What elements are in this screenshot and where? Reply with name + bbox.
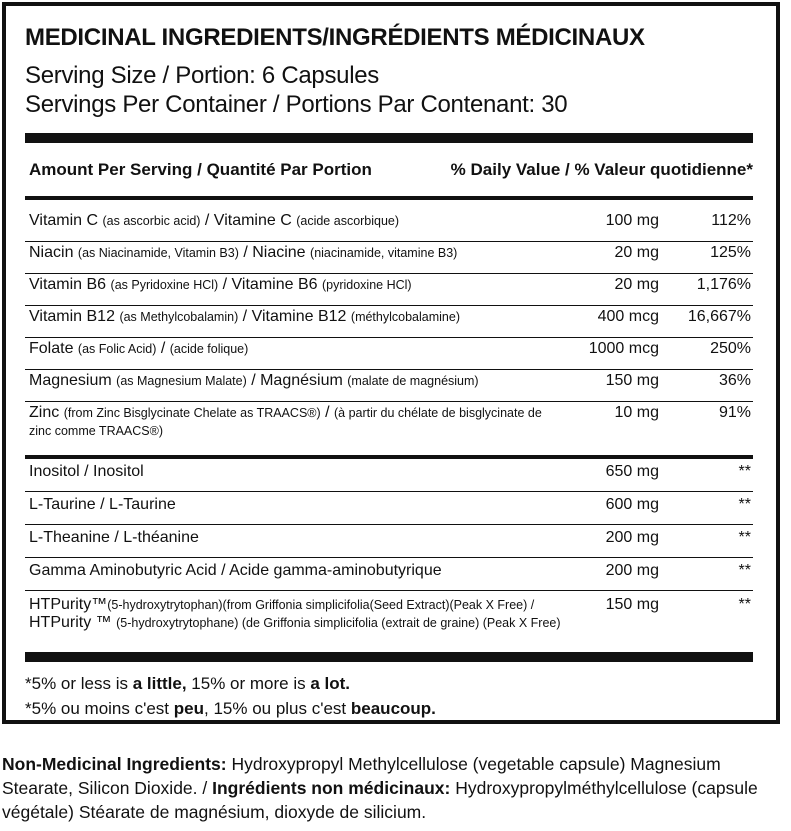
row-divider bbox=[25, 241, 753, 242]
ingredient-name: Inositol / Inositol bbox=[29, 463, 144, 480]
ingredient-amount: 600 mg bbox=[605, 496, 659, 513]
footnote-en: *5% or less is a little, 15% or more is a lot. bbox=[25, 674, 350, 693]
ingredient-daily-value: 1,176% bbox=[696, 276, 751, 293]
header-daily-value: % Daily Value / % Valeur quotidienne* bbox=[450, 160, 753, 179]
row-divider bbox=[25, 337, 753, 338]
ingredient-amount: 150 mg bbox=[605, 372, 659, 389]
row-divider bbox=[25, 401, 753, 402]
serving-size: Serving Size / Portion: 6 Capsules bbox=[25, 62, 379, 89]
column-header bbox=[25, 160, 753, 186]
ingredient-daily-value: ** bbox=[738, 463, 751, 480]
ingredient-name: L-Taurine / L-Taurine bbox=[29, 496, 176, 513]
footnote-fr: *5% ou moins c'est peu, 15% ou plus c'est beaucoup. bbox=[25, 699, 436, 718]
row-divider bbox=[25, 524, 753, 525]
servings-per-container: Servings Per Container / Portions Par Contenant: 30 bbox=[25, 91, 568, 118]
ingredient-name: Vitamin C (as ascorbic acid) / Vitamine C (acide ascorbique) bbox=[29, 212, 400, 229]
ingredient-amount: 200 mg bbox=[605, 529, 659, 546]
ingredient-amount: 200 mg bbox=[605, 562, 659, 579]
ingredient-name: Vitamin B12 (as Methylcobalamin) / Vitamine B12 (méthylcobalamine) bbox=[29, 308, 460, 325]
ingredient-name: Zinc (from Zinc Bisglycinate Chelate as TRAACS®) / (à partir du chélate de bisglycinate de zinc comme TRAACS®) bbox=[29, 404, 542, 438]
ingredient-amount: 650 mg bbox=[605, 463, 659, 480]
ingredient-daily-value: 91% bbox=[718, 404, 751, 421]
row-divider bbox=[25, 557, 753, 558]
divider-medium bbox=[25, 455, 753, 459]
row-divider bbox=[25, 273, 753, 274]
ingredient-daily-value: 112% bbox=[711, 212, 751, 229]
ingredient-amount: 20 mg bbox=[614, 244, 659, 261]
divider-medium bbox=[25, 196, 753, 200]
ingredient-name: Niacin (as Niacinamide, Vitamin B3) / Niacine (niacinamide, vitamine B3) bbox=[29, 244, 458, 261]
ingredient-daily-value: ** bbox=[738, 496, 751, 513]
row-divider bbox=[25, 491, 753, 492]
ingredient-daily-value: 36% bbox=[718, 372, 751, 389]
panel-title: MEDICINAL INGREDIENTS/INGRÉDIENTS MÉDICINAUX bbox=[25, 24, 645, 51]
row-divider bbox=[25, 305, 753, 306]
row-divider bbox=[25, 369, 753, 370]
ingredient-amount: 100 mg bbox=[605, 212, 659, 229]
ingredient-daily-value: 16,667% bbox=[687, 308, 751, 325]
ingredient-daily-value: 125% bbox=[710, 244, 751, 261]
ingredient-amount: 150 mg bbox=[605, 596, 659, 613]
ingredient-amount: 10 mg bbox=[614, 404, 659, 421]
ingredient-daily-value: 250% bbox=[710, 340, 751, 357]
divider-thick bbox=[25, 652, 753, 662]
ingredient-amount: 1000 mcg bbox=[588, 340, 659, 357]
ingredient-name: Gamma Aminobutyric Acid / Acide gamma-aminobutyrique bbox=[29, 562, 442, 579]
divider-thick bbox=[25, 133, 753, 143]
ingredient-daily-value: ** bbox=[738, 562, 751, 579]
non-medicinal-ingredients: Non-Medicinal Ingredients: Hydroxypropyl Methylcellulose (vegetable capsule) Magnesium Stearate, Silicon Dioxide. / Ingrédients non médicinaux: Hydroxypropylméthylcellulose (capsule végétale) Stéarate de magnésium, dioxyde de silicium. bbox=[2, 754, 758, 822]
ingredient-daily-value: ** bbox=[738, 596, 751, 613]
ingredient-name: HTPurity™(5-hydroxytrytophan)(from Griffonia simplicifolia(Seed Extract)(Peak X Free) / HTPurity ™ (5-hydroxytrytophane) (de Griffonia simplicifolia (extrait de graine) (Peak X Free) bbox=[29, 596, 561, 631]
ingredient-name: Folate (as Folic Acid) / (acide folique) bbox=[29, 340, 249, 357]
ingredient-name: L-Theanine / L-théanine bbox=[29, 529, 199, 546]
header-amount: Amount Per Serving / Quantité Par Portion bbox=[29, 160, 372, 179]
ingredient-daily-value: ** bbox=[738, 529, 751, 546]
ingredient-amount: 20 mg bbox=[614, 276, 659, 293]
ingredient-name: Magnesium (as Magnesium Malate) / Magnésium (malate de magnésium) bbox=[29, 372, 479, 389]
ingredient-amount: 400 mcg bbox=[597, 308, 659, 325]
ingredient-name: Vitamin B6 (as Pyridoxine HCl) / Vitamine B6 (pyridoxine HCl) bbox=[29, 276, 412, 293]
row-divider bbox=[25, 590, 753, 591]
